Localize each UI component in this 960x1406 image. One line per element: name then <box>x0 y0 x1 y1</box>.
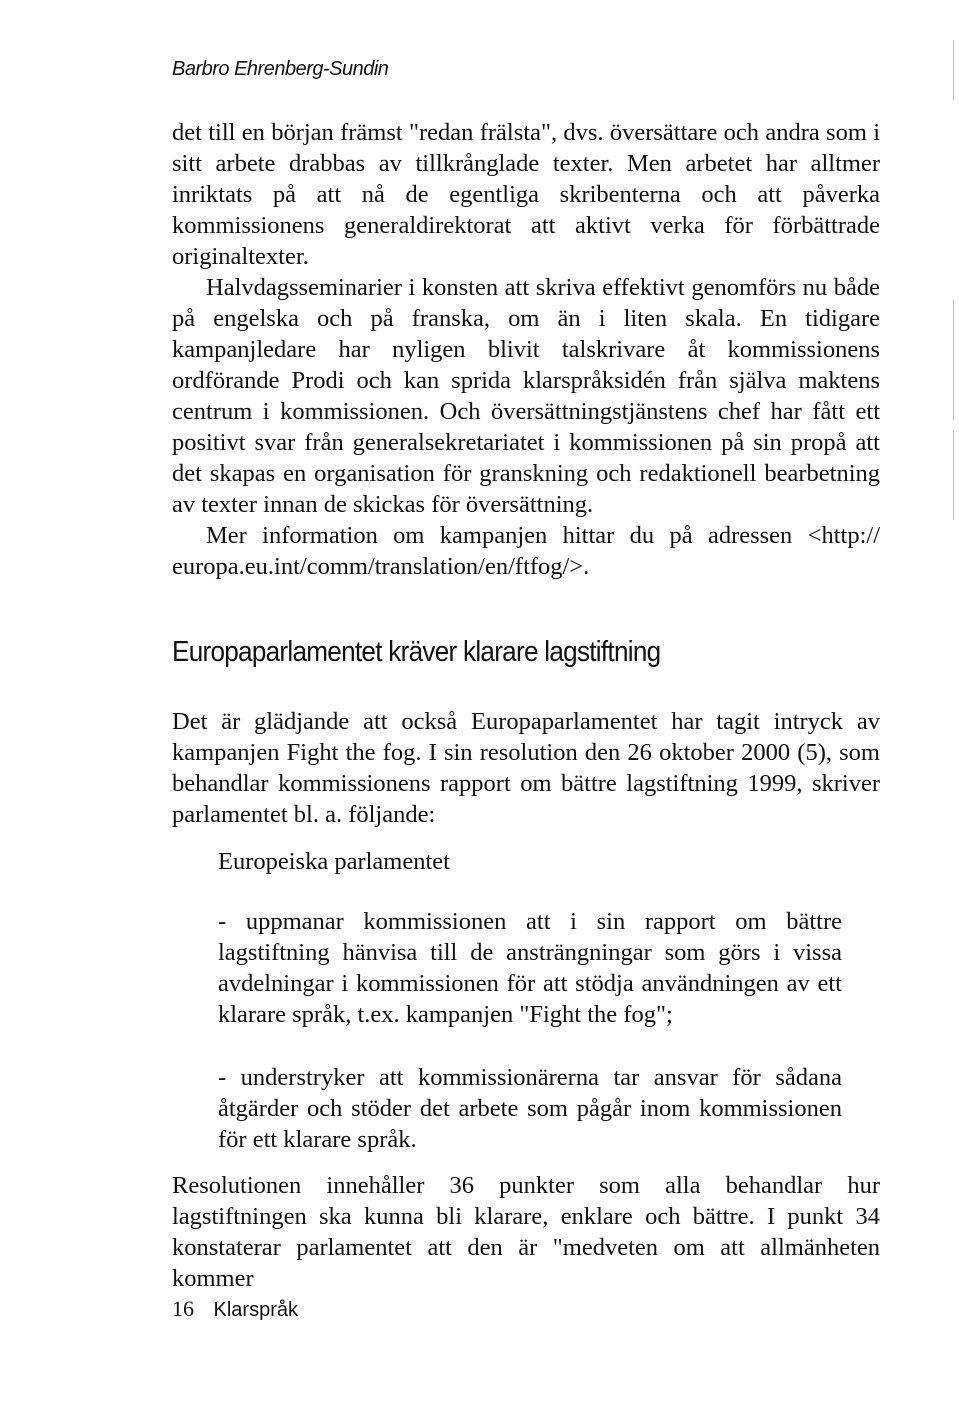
scan-edge-mark <box>953 40 954 100</box>
paragraph-continuation: det till en början främst "redan frälsta", dvs. översättare och andra som i sitt arbete drabbas av tillkrånglade texter. Men arbetet har alltmer inriktats på att nå de egentliga skribenterna och att påverka kommissionens generaldirektorat att aktivt verka för förbättrade originaltexter. <box>172 119 880 270</box>
body-block-2 <box>172 706 880 830</box>
paragraph-resolution: Resolutionen innehåller 36 punkter som alla behandlar hur lagstiftningen ska kunna bli klarare, enklare och bättre. I punkt 34 konstaterar parlamentet att den är "medveten om att allmänheten kommer <box>172 1172 880 1292</box>
running-header-author: Barbro Ehrenberg-Sundin <box>172 58 389 80</box>
page-number: 16 <box>172 1296 194 1321</box>
body-block-3 <box>172 1170 880 1294</box>
paragraph-seminars: Halvdagsseminarier i konsten att skriva effektivt genomförs nu både på engelska och på franska, om än i liten skala. En tidigare kampanjledare har nyligen blivit talskrivare åt kommissionens ordförande Prodi och kan sprida klarspråksidén från själva maktens centrum i kommissionen. Och översättningstjänstens chef har fått ett positivt svar från generalsekretariatet i kommissionen på sin propå att det skapas en organisation för granskning och redaktionell bearbetning av texter innan de skickas för översättning. <box>172 274 880 518</box>
scan-edge-mark <box>953 300 954 420</box>
paragraph-parliament: Det är glädjande att också Europaparlamentet har tagit intryck av kampanjen Fight the fog. I sin resolution den 26 oktober 2000 (5), som behandlar kommissionens rapport om bättre lagstiftning 1999, skriver parlamentet bl. a. följande: <box>172 708 880 828</box>
quote-title-text: Europeiska parlamentet <box>218 848 450 875</box>
quote-item-2 <box>218 1062 842 1155</box>
journal-name: Klarspråk <box>213 1299 298 1321</box>
quote-item-1 <box>218 906 842 1030</box>
quote-title <box>218 846 842 877</box>
page-footer <box>172 1296 298 1322</box>
body-block-1 <box>172 117 880 582</box>
quote-item-2-text: - understryker att kommissionärerna tar ansvar för sådana åtgärder och stöder det arbete som pågår inom kommissionen för ett klarare språk. <box>218 1064 842 1153</box>
paragraph-more-info: Mer information om kampanjen hittar du på adressen <http:// europa.eu.int/comm/translation/en/ftfog/>. <box>172 522 880 580</box>
section-heading: Europaparlamentet kräver klarare lagstiftning <box>172 636 661 668</box>
scan-edge-mark <box>953 430 954 520</box>
quote-item-1-text: - uppmanar kommissionen att i sin rapport om bättre lagstiftning hänvisa till de ansträngningar som görs i vissa avdelningar i kommissionen för att stödja användningen av ett klarare språk, t.ex. kampanjen "Fight the fog"; <box>218 908 842 1028</box>
